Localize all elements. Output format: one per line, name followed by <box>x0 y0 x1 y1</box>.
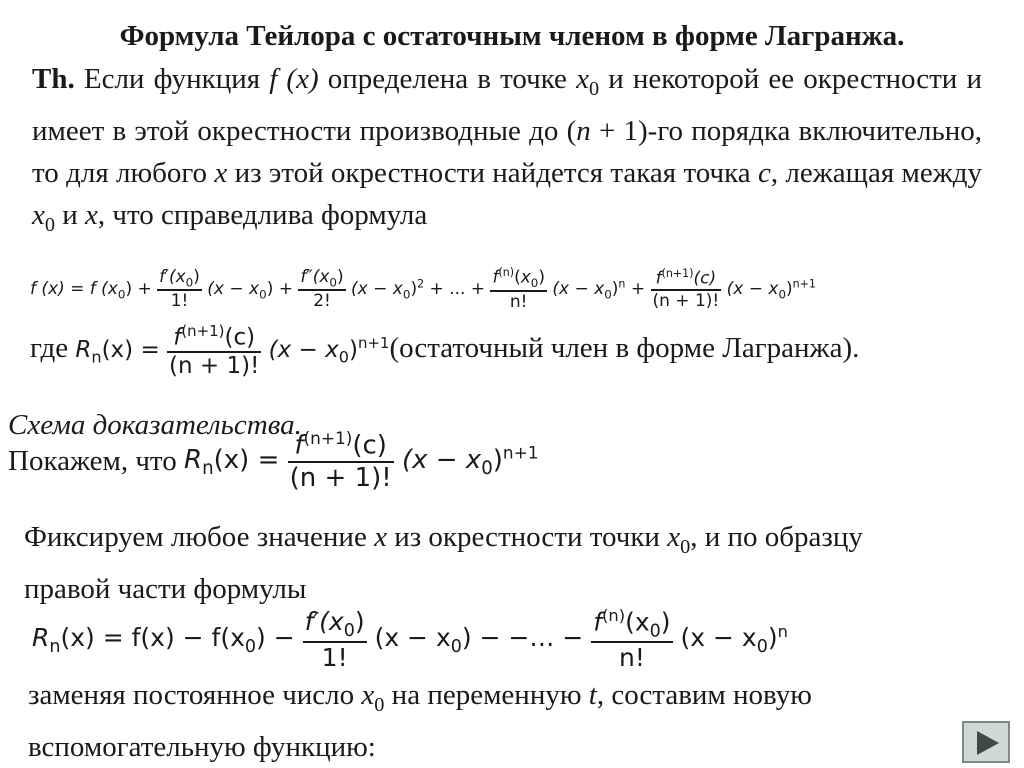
subscript: 0 <box>530 276 539 291</box>
denominator: 2! <box>313 291 331 312</box>
paren: ) <box>348 336 358 363</box>
x-term: (x − x <box>680 623 757 653</box>
theorem-text: из этой окрестности найдется такая точка <box>227 156 758 189</box>
theorem-text: определена в точке <box>318 63 577 95</box>
theorem-text: Если функция <box>74 63 270 95</box>
formula-text: (x) = <box>213 444 280 475</box>
subscript: n <box>202 458 214 480</box>
theorem-text: , что справедлива формула <box>97 198 428 231</box>
point-x0: x <box>361 679 375 711</box>
fix-paragraph <box>24 516 924 610</box>
minus: − <box>273 623 295 653</box>
expansion-fraction-1 <box>303 607 367 672</box>
denominator: 1! <box>170 291 189 312</box>
subscript: 0 <box>259 287 267 302</box>
subscript: 0 <box>778 287 787 302</box>
paren: ) <box>266 279 274 300</box>
show-label: Покажем, что <box>8 444 177 477</box>
numerator: f <box>294 430 304 461</box>
remainder-note: (остаточный член в форме Лагранжа). <box>389 331 860 364</box>
arg: (x <box>625 607 650 637</box>
theorem-paragraph <box>32 58 982 246</box>
denominator: (n + 1)! <box>169 352 260 379</box>
subscript: 0 <box>185 275 194 290</box>
dots: ) − −… − <box>461 623 584 653</box>
x-term: (x − x <box>207 279 260 300</box>
var-x: x <box>214 156 228 189</box>
subscript: 0 <box>244 637 257 658</box>
var-x: x <box>374 521 387 553</box>
subscript: 0 <box>450 637 462 658</box>
fraction-d1 <box>157 267 202 311</box>
point-x0: x <box>32 198 45 231</box>
numerator: f″(x <box>300 266 330 287</box>
power: (n) <box>602 606 626 625</box>
theorem-text: и некоторой ее окрестности и имеет в этой окрестности производные до ( <box>32 63 982 147</box>
paren: ) <box>660 607 671 637</box>
power: (n) <box>498 266 515 279</box>
paren: ) <box>354 606 365 636</box>
x-term: (x − x <box>268 336 339 363</box>
paren: ) <box>767 623 778 653</box>
remainder-fraction <box>167 322 261 379</box>
theorem-text: + 1)-го порядка включительно, то для любого <box>32 114 982 189</box>
power: n+1 <box>502 442 539 463</box>
power: (n+1) <box>181 322 225 340</box>
paren: ) <box>256 623 266 653</box>
var-x: x <box>85 198 98 231</box>
paragraph-text: из окрестности точки <box>386 521 668 553</box>
numerator: f <box>655 268 662 289</box>
paragraph-text: заменяя постоянное число <box>28 679 362 711</box>
proof-heading: Схема доказательства. <box>8 409 302 441</box>
formula-text: ) + <box>125 279 152 300</box>
expansion-fraction-n <box>591 606 672 672</box>
var-c: c <box>757 156 771 189</box>
paren: ) <box>611 279 619 300</box>
paren: ) <box>538 267 545 288</box>
denominator: (n + 1)! <box>652 290 720 311</box>
fraction-dn: $\frac{f^{(n)}(x_0)}{n!}$ <box>492 266 545 313</box>
power: n+1 <box>357 334 390 353</box>
power: (n+1) <box>303 428 353 448</box>
gde-label: где <box>30 331 69 364</box>
var-n: n <box>576 114 591 147</box>
paragraph-text: на переменную <box>384 679 589 711</box>
subscript: 0 <box>117 287 126 302</box>
arg: (c) <box>352 430 387 461</box>
fraction-d2 <box>298 267 345 311</box>
paren: ) <box>492 444 503 475</box>
numerator: f <box>492 267 499 288</box>
paragraph-text: , и по образцу правой части формулы <box>24 521 863 605</box>
subscript: 0 <box>44 213 56 236</box>
taylor-formula <box>30 266 816 312</box>
replace-paragraph <box>28 674 928 768</box>
plus: + <box>278 279 293 300</box>
remainder-formula <box>30 322 859 379</box>
subscript: n <box>49 637 61 658</box>
subscript: 0 <box>649 621 661 642</box>
arg: (c) <box>693 268 717 289</box>
numerator: f′(x <box>159 266 186 287</box>
paren: ) <box>337 266 344 287</box>
denominator: n! <box>618 643 645 673</box>
paren: ) <box>193 266 200 287</box>
paragraph-text: , составим новую вспомогательную функцию: <box>28 679 812 763</box>
denominator: (n + 1)! <box>289 462 392 493</box>
subscript: 0 <box>680 535 691 558</box>
power: n+1 <box>792 277 816 291</box>
paragraph-text: Фиксируем любое значение <box>24 521 375 553</box>
numerator: f′(x <box>304 606 344 636</box>
subscript: 0 <box>481 458 493 480</box>
fraction-dn1 <box>651 267 722 311</box>
power: n <box>618 277 626 291</box>
power: 2 <box>417 277 425 291</box>
subscript: 0 <box>604 287 612 302</box>
var-t: t <box>588 679 597 711</box>
subscript: 0 <box>402 287 411 302</box>
rn-symbol: R <box>32 623 50 653</box>
x-term: (x − x <box>726 279 779 300</box>
arg: (c) <box>224 324 256 351</box>
power: (n+1) <box>661 267 694 281</box>
theorem-label: Th. <box>32 63 75 95</box>
formula-lhs: f (x) = f (x <box>30 279 118 300</box>
show-formula <box>8 428 539 493</box>
subscript: 0 <box>343 620 355 641</box>
next-slide-button[interactable] <box>962 721 1010 763</box>
x-term: (x − x <box>552 279 605 300</box>
denominator: 1! <box>321 642 348 672</box>
x-term: (x − x <box>374 623 451 653</box>
point-x0: x <box>667 521 681 553</box>
x-term: (x − x <box>401 444 482 475</box>
point-x0: x <box>576 63 589 95</box>
rn-expansion <box>32 606 788 672</box>
subscript: 0 <box>374 693 385 716</box>
subscript: 0 <box>756 637 768 658</box>
slide-title: Формула Тейлора с остаточным членом в форме Лагранжа. <box>119 20 905 52</box>
theorem-text: и <box>55 198 86 231</box>
formula-text: (x) = <box>101 336 160 363</box>
subscript: n <box>91 347 102 367</box>
denominator: n! <box>509 292 528 313</box>
dots: + ... + <box>429 279 486 300</box>
rn-symbol: R <box>184 444 203 475</box>
numerator: f <box>173 324 182 351</box>
point-x0: x <box>520 267 531 288</box>
paren: ) <box>786 279 793 300</box>
paren: ) <box>410 279 418 300</box>
power: n <box>777 621 788 641</box>
theorem-text: , лежащая между <box>770 156 983 189</box>
rn-symbol: R <box>75 336 92 363</box>
subscript: 0 <box>588 77 600 100</box>
play-next-icon <box>973 729 1001 757</box>
show-fraction <box>288 428 394 493</box>
x-term: (x − x <box>351 279 403 300</box>
function-fx: f (x) <box>269 63 319 95</box>
plus: + <box>630 279 646 300</box>
subscript: 0 <box>329 275 337 290</box>
formula-text: (x) = f(x) − f(x <box>60 623 245 653</box>
subscript: 0 <box>338 347 349 367</box>
numerator: f <box>593 607 603 637</box>
